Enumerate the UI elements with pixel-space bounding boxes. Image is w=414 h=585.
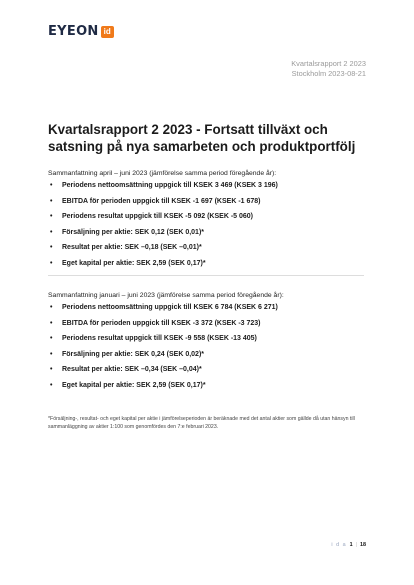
- bullet-icon: •: [50, 182, 53, 189]
- list-item: • EBITDA för perioden uppgick till KSEK -1 697 (KSEK -1 678): [50, 197, 261, 205]
- quarter-summary: [48, 169, 368, 275]
- list-item: • Resultat per aktie: SEK –0,18 (SEK –0,01)*: [50, 244, 202, 252]
- list-item: • Periodens nettoomsättning uppgick till KSEK 6 784 (KSEK 6 271): [50, 304, 278, 311]
- page-total: 18: [360, 542, 366, 548]
- report-name: Kvartalsrapport 2 2023: [291, 59, 366, 68]
- list-item: • Periodens nettoomsättning uppgick till KSEK 3 469 (KSEK 3 196): [50, 182, 278, 189]
- report-meta: [291, 59, 366, 79]
- report-location-date: Stockholm 2023-08-21: [291, 69, 366, 78]
- list-item: • Eget kapital per aktie: SEK 2,59 (SEK 0,17)*: [50, 381, 206, 389]
- list-item: • Resultat per aktie: SEK –0,34 (SEK –0,04)*: [50, 366, 202, 374]
- list-item: • EBITDA för perioden uppgick till KSEK -3 372 (KSEK -3 723): [50, 319, 261, 327]
- page-footer: [331, 542, 366, 548]
- logo-wordmark: EYEON: [48, 24, 99, 39]
- list-item: • Periodens resultat uppgick till KSEK -5 092 (KSEK -5 060): [50, 213, 253, 221]
- bullet-icon: •: [50, 213, 53, 221]
- bullet-icon: •: [50, 319, 53, 327]
- footnote: *Försäljning-, resultat- och eget kapital per aktie i jämförelseperioden är beräknade med det antal aktier som gällde då utan hänsyn till sammanläggning av aktier 1:100 som genomfördes den 7:e februari 2023.: [48, 416, 355, 430]
- page-number: 1: [349, 542, 353, 548]
- bullet-icon: •: [50, 244, 53, 252]
- half-year-summary-list: [48, 303, 368, 397]
- quarter-summary-list: [48, 181, 368, 275]
- bullet-icon: •: [50, 381, 53, 389]
- bullet-icon: •: [50, 228, 53, 236]
- list-item: • Försäljning per aktie: SEK 0,24 (SEK 0,02)*: [50, 350, 204, 358]
- half-year-summary: [48, 291, 368, 397]
- list-item: • Eget kapital per aktie: SEK 2,59 (SEK 0,17)*: [50, 259, 206, 267]
- footer-brand: i d a: [331, 542, 347, 548]
- half-year-summary-heading: Sammanfattning januari – juni 2023 (jämförelse samma period föregående år):: [48, 292, 284, 299]
- quarter-summary-heading: Sammanfattning april – juni 2023 (jämförelse samma period föregående år):: [48, 170, 277, 177]
- company-logo: [48, 24, 114, 39]
- list-item: • Periodens resultat uppgick till KSEK -9 558 (KSEK -13 405): [50, 335, 257, 343]
- bullet-icon: •: [50, 304, 53, 311]
- bullet-icon: •: [50, 366, 53, 374]
- logo-badge: id: [101, 26, 114, 38]
- page-separator: |: [355, 542, 357, 548]
- page-title: Kvartalsrapport 2 2023 - Fortsatt tillväxt och satsning på nya samarbeten och produktportfölj: [48, 122, 356, 154]
- list-item: • Försäljning per aktie: SEK 0,12 (SEK 0,01)*: [50, 228, 204, 236]
- bullet-icon: •: [50, 350, 53, 358]
- bullet-icon: •: [50, 259, 53, 267]
- bullet-icon: •: [50, 335, 53, 343]
- bullet-icon: •: [50, 197, 53, 205]
- section-divider: [48, 275, 364, 276]
